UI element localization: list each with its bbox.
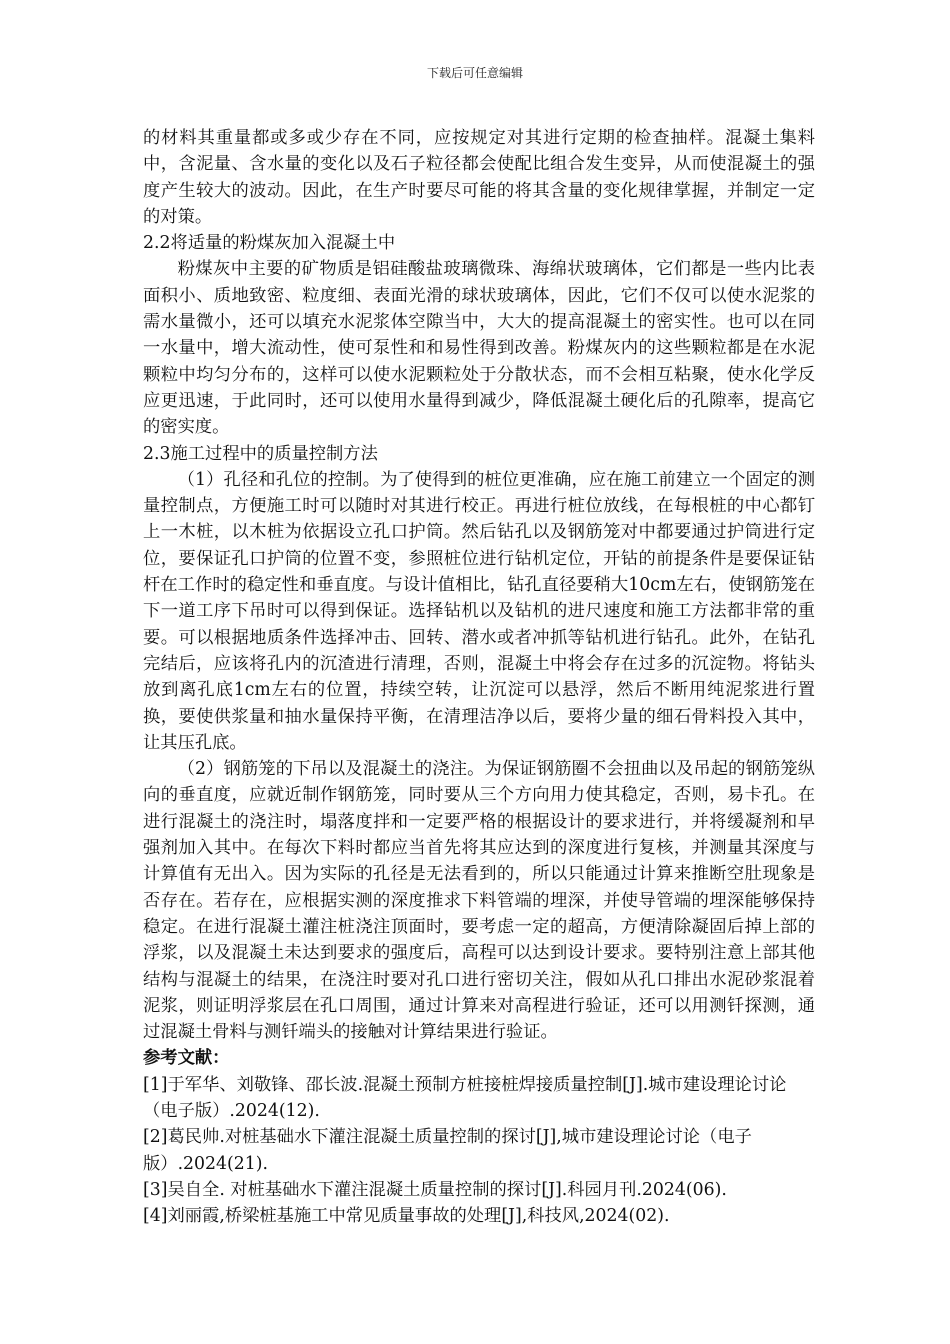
reference-item: [4]刘丽霞,桥梁桩基施工中常见质量事故的处理[J],科技风,2024(02). [143, 1206, 670, 1227]
reference-item: [1]于军华、刘敬锋、邵长波.混凝土预制方桩接桩焊接质量控制[J].城市建设理论讨论（电子版）.2024(12). [143, 1074, 787, 1121]
body-paragraph: 的材料其重量都或多或少存在不同，应按规定对其进行定期的检查抽样。混凝土集料中，含泥量、含水量的变化以及石子粒径都会使配比组合发生变异，从而使混凝土的强度产生较大的波动。因此，在生产时要尽可能的将其含量的变化规律掌握，并制定一定的对策。 [143, 128, 815, 227]
section-heading: 2.2将适量的粉煤灰加入混凝土中 [143, 233, 396, 254]
document-body [143, 125, 815, 1229]
body-paragraph: （2）钢筋笼的下吊以及混凝土的浇注。为保证钢筋圈不会扭曲以及吊起的钢筋笼纵向的垂直度，应就近制作钢筋笼，同时要从三个方向用力使其稳定，否则，易卡孔。在进行混凝土的浇注时，塌落度拌和一定要严格的根据设计的要求进行，并将缓凝剂和早强剂加入其中。在每次下料时都应当首先将其应达到的深度进行复核，并测量其深度与计算值有无出入。因为实际的孔径是无法看到的，所以只能通过计算来推断空肚现象是否存在。若存在，应根据实测的深度推求下料管端的埋深，并使导管端的埋深能够保持稳定。在进行混凝土灌注桩浇注顶面时，要考虑一定的超高，方便清除凝固后掉上部的浮浆，以及混凝土未达到要求的强度后，高程可以达到设计要求。要特别注意上部其他结构与混凝土的结果，在浇注时要对孔口进行密切关注，假如从孔口排出水泥砂浆混着泥浆，则证明浮浆层在孔口周围，通过计算来对高程进行验证，还可以用测钎探测，通过混凝土骨料与测钎端头的接触对计算结果进行验证。 [143, 759, 815, 1043]
body-paragraph: 粉煤灰中主要的矿物质是铝硅酸盐玻璃微珠、海绵状玻璃体，它们都是一些内比表面积小、质地致密、粒度细、表面光滑的球状玻璃体，因此，它们不仅可以使水泥浆的需水量微小，还可以填充水泥浆体空隙当中，大大的提高混凝土的密实性。也可以在同一水量中，增大流动性，使可泵性和和易性得到改善。粉煤灰内的这些颗粒都是在水泥颗粒中均匀分布的，这样可以使水泥颗粒处于分散状态，而不会相互粘聚，使水化学反应更迅速，于此同时，还可以使用水量得到减少，降低混凝土硬化后的孔隙率，提高它的密实度。 [143, 259, 815, 438]
body-paragraph: （1）孔径和孔位的控制。为了使得到的桩位更准确，应在施工前建立一个固定的测量控制点，方便施工时可以随时对其进行校正。再进行桩位放线，在每根桩的中心都钉上一木桩，以木桩为依据设立孔口护筒。然后钻孔以及钢筋笼对中都要通过护筒进行定位，要保证孔口护筒的位置不变，参照桩位进行钻机定位，开钻的前提条件是要保证钻杆在工作时的稳定性和垂直度。与设计值相比，钻孔直径要稍大10cm左右，使钢筋笼在下一道工序下吊时可以得到保证。选择钻机以及钻机的进尺速度和施工方法都非常的重要。可以根据地质条件选择冲击、回转、潜水或者冲抓等钻机进行钻孔。此外，在钻孔完结后，应该将孔内的沉渣进行清理，否则，混凝土中将会存在过多的沉淀物。将钻头放到离孔底1cm左右的位置，持续空转，让沉淀可以悬浮，然后不断用纯泥浆进行置换，要使供浆量和抽水量保持平衡，在清理洁净以后，要将少量的细石骨料投入其中，让其压孔底。 [143, 469, 815, 753]
reference-item: [3]吴自全. 对桩基础水下灌注混凝土质量控制的探讨[J].科园月刊.2024(06). [143, 1179, 727, 1200]
header-note: 下载后可任意编辑 [426, 66, 523, 80]
section-heading: 2.3施工过程中的质量控制方法 [143, 443, 378, 464]
references-title: 参考文献： [143, 1048, 230, 1069]
reference-item: [2]葛民帅.对桩基础水下灌注混凝土质量控制的探讨[J],城市建设理论讨论（电子版）.2024(21). [143, 1127, 752, 1174]
